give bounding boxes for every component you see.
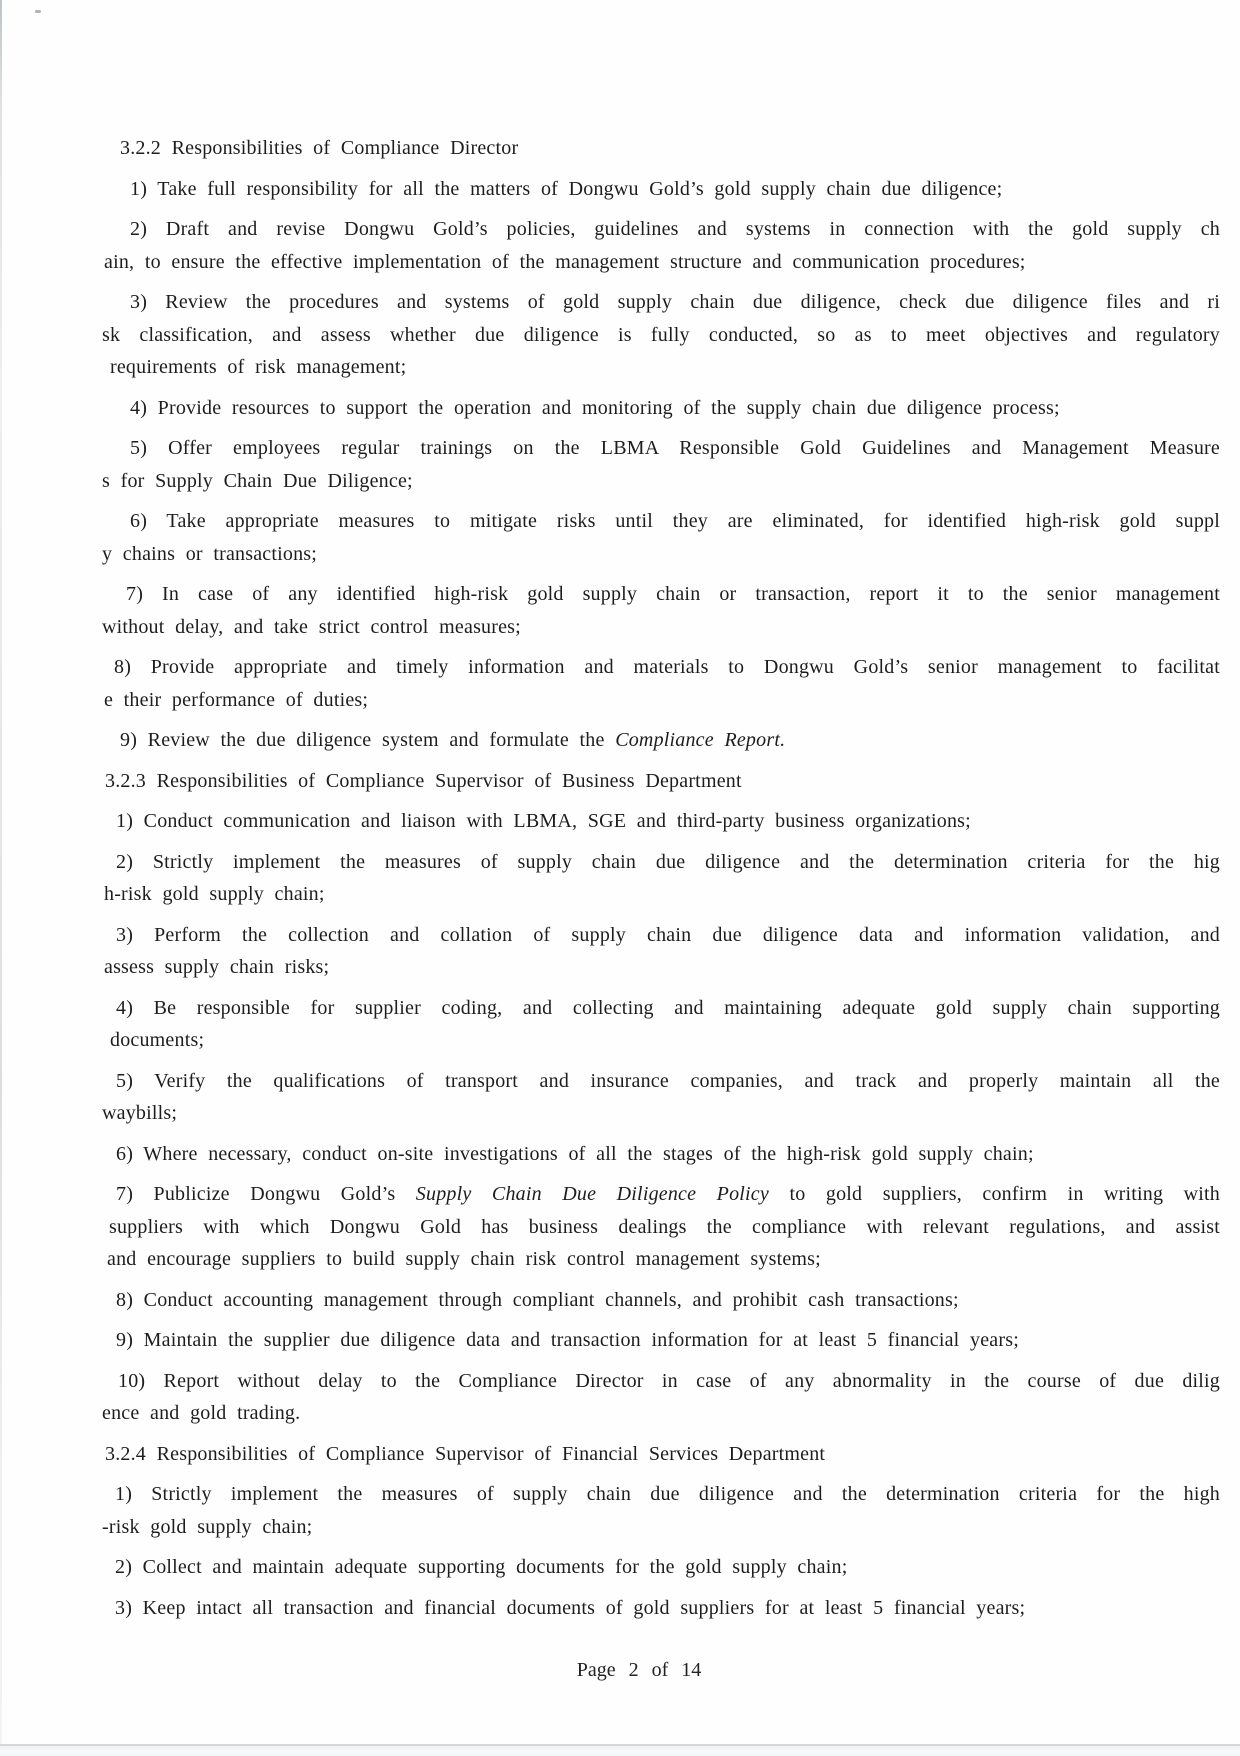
text-line (102, 878, 1220, 911)
text-run: e their performance of duties; (104, 688, 369, 711)
list-item (102, 1284, 1220, 1317)
text-line (102, 351, 1220, 384)
text-line (102, 132, 1220, 165)
text-run: 7) Publicize Dongwu Gold’s (116, 1183, 416, 1205)
text-line (102, 213, 1220, 246)
text-line (102, 1511, 1220, 1544)
text-line (102, 1243, 1220, 1276)
text-line (102, 1551, 1220, 1584)
text-run: 4) Provide resources to support the operation and monitoring of the supply chain due diligence process; (130, 396, 1060, 419)
text-run: 5) Offer employees regular trainings on the LBMA Responsible Gold Guidelines and Management Measure (130, 437, 1220, 459)
text-line (102, 1397, 1220, 1430)
text-line (102, 1365, 1220, 1398)
italic-text: Supply Chain Due Diligence Policy (415, 1183, 769, 1205)
list-item (102, 846, 1220, 911)
text-run: ence and gold trading. (102, 1402, 301, 1424)
text-run: 2) Draft and revise Dongwu Gold’s policies, guidelines and systems in connection with the gold supply ch (130, 218, 1220, 240)
text-run: documents; (110, 1029, 205, 1051)
list-item (102, 1551, 1220, 1584)
text-run: without delay, and take strict control measures; (102, 615, 521, 638)
text-run: 10) Report without delay to the Compliance Director in case of any abnormality in the course of due dilig (118, 1369, 1220, 1392)
list-item (102, 724, 1220, 757)
text-line (102, 1211, 1220, 1244)
list-item (102, 1178, 1220, 1276)
text-line (102, 684, 1220, 717)
text-line (102, 1478, 1220, 1511)
text-line (102, 1324, 1220, 1357)
list-item (102, 286, 1220, 384)
list-item (102, 213, 1220, 278)
text-line (102, 1284, 1220, 1317)
text-line (102, 765, 1220, 798)
italic-text: Compliance Report. (615, 729, 786, 751)
list-item (102, 432, 1220, 497)
text-line (102, 505, 1220, 538)
text-run: s for Supply Chain Due Diligence; (102, 469, 413, 492)
text-run: 3.2.4 Responsibilities of Compliance Supervisor of Financial Services Department (105, 1442, 826, 1465)
text-run: suppliers with which Dongwu Gold has business dealings the compliance with relevant regulations, and assist (109, 1215, 1220, 1238)
text-line (102, 805, 1220, 838)
text-run: 3.2.2 Responsibilities of Compliance Director (120, 137, 519, 159)
document-body (102, 132, 1220, 1632)
text-line (102, 846, 1220, 879)
scan-speck-artifact (35, 10, 41, 13)
text-run: 4) Be responsible for supplier coding, and collecting and maintaining adequate gold supply chain supporting (116, 996, 1220, 1019)
text-line (102, 1138, 1220, 1171)
list-item (102, 392, 1220, 425)
text-run: 2) Strictly implement the measures of supply chain due diligence and the determination criteria for the hig (116, 850, 1220, 873)
section-heading (102, 1438, 1220, 1471)
text-run: ain, to ensure the effective implementation of the management structure and communication procedures; (104, 250, 1026, 273)
text-run: 5) Verify the qualifications of transport and insurance companies, and track and properly maintain all the (116, 1069, 1220, 1092)
list-item (102, 919, 1220, 984)
text-line (102, 1592, 1220, 1625)
text-run: and encourage suppliers to build supply chain risk control management systems; (107, 1248, 821, 1270)
text-run: to gold suppliers, confirm in writing with (768, 1183, 1220, 1205)
text-run: 3.2.3 Responsibilities of Compliance Supervisor of Business Department (105, 769, 742, 792)
text-run: 6) Take appropriate measures to mitigate risks until they are eliminated, for identified high-risk gold suppl (130, 510, 1220, 532)
text-line (102, 1065, 1220, 1098)
text-run: 3) Review the procedures and systems of gold supply chain due diligence, check due diligence files and ri (130, 291, 1220, 313)
text-line (102, 465, 1220, 498)
list-item (102, 505, 1220, 570)
text-run: 8) Provide appropriate and timely information and materials to Dongwu Gold’s senior management to facilitat (114, 656, 1220, 678)
list-item (102, 173, 1220, 206)
text-line (102, 992, 1220, 1025)
text-line (102, 319, 1220, 352)
list-item (102, 805, 1220, 838)
text-line (102, 1438, 1220, 1471)
text-line (102, 173, 1220, 206)
text-run: 6) Where necessary, conduct on-site investigations of all the stages of the high-risk gold supply chain; (116, 1142, 1034, 1165)
text-line (102, 724, 1220, 757)
text-line (102, 538, 1220, 571)
list-item (102, 1324, 1220, 1357)
page-footer: Page 2 of 14 (576, 1659, 702, 1681)
list-item (102, 651, 1220, 716)
scan-bottom-edge-artifact (0, 1744, 1240, 1756)
text-line (102, 246, 1220, 279)
text-line (102, 611, 1220, 644)
text-run: 9) Maintain the supplier due diligence data and transaction information for at least 5 financial years; (116, 1329, 1019, 1351)
text-run: sk classification, and assess whether due diligence is fully conducted, so as to meet objectives and regulatory (102, 323, 1220, 346)
text-line (102, 1024, 1220, 1057)
list-item (102, 578, 1220, 643)
text-run: 2) Collect and maintain adequate supporting documents for the gold supply chain; (115, 1556, 848, 1578)
text-line (102, 392, 1220, 425)
list-item (102, 1138, 1220, 1171)
list-item (102, 1592, 1220, 1625)
text-line (102, 578, 1220, 611)
text-line (102, 286, 1220, 319)
text-line (102, 951, 1220, 984)
list-item (102, 1478, 1220, 1543)
text-run: 7) In case of any identified high-risk gold supply chain or transaction, report it to the senior management (126, 583, 1220, 605)
text-run: 3) Perform the collection and collation of supply chain due diligence data and information validation, and (116, 923, 1220, 946)
list-item (102, 1065, 1220, 1130)
text-run: y chains or transactions; (102, 542, 318, 565)
section-heading (102, 765, 1220, 798)
text-run: requirements of risk management; (110, 356, 407, 378)
text-run: 1) Conduct communication and liaison with LBMA, SGE and third-party business organizations; (116, 810, 971, 832)
text-line (102, 651, 1220, 684)
list-item (102, 992, 1220, 1057)
list-item (102, 1365, 1220, 1430)
text-run: 1) Strictly implement the measures of supply chain due diligence and the determination criteria for the high (115, 1483, 1220, 1505)
text-line (102, 1097, 1220, 1130)
text-line (102, 1178, 1220, 1211)
text-run: 3) Keep intact all transaction and financial documents of gold suppliers for at least 5 financial years; (115, 1596, 1026, 1619)
text-run: assess supply chain risks; (104, 956, 330, 978)
text-run: -risk gold supply chain; (102, 1515, 313, 1538)
text-run: 8) Conduct accounting management through compliant channels, and prohibit cash transactions; (116, 1288, 959, 1311)
section-heading (102, 132, 1220, 165)
text-run: h-risk gold supply chain; (104, 883, 325, 905)
text-line (102, 432, 1220, 465)
text-run: 1) Take full responsibility for all the matters of Dongwu Gold’s gold supply chain due diligence; (130, 177, 1003, 200)
text-run: waybills; (102, 1102, 178, 1124)
text-line (102, 919, 1220, 952)
scan-edge-artifact (0, 0, 2, 1754)
text-run: 9) Review the due diligence system and formulate the (120, 729, 616, 751)
